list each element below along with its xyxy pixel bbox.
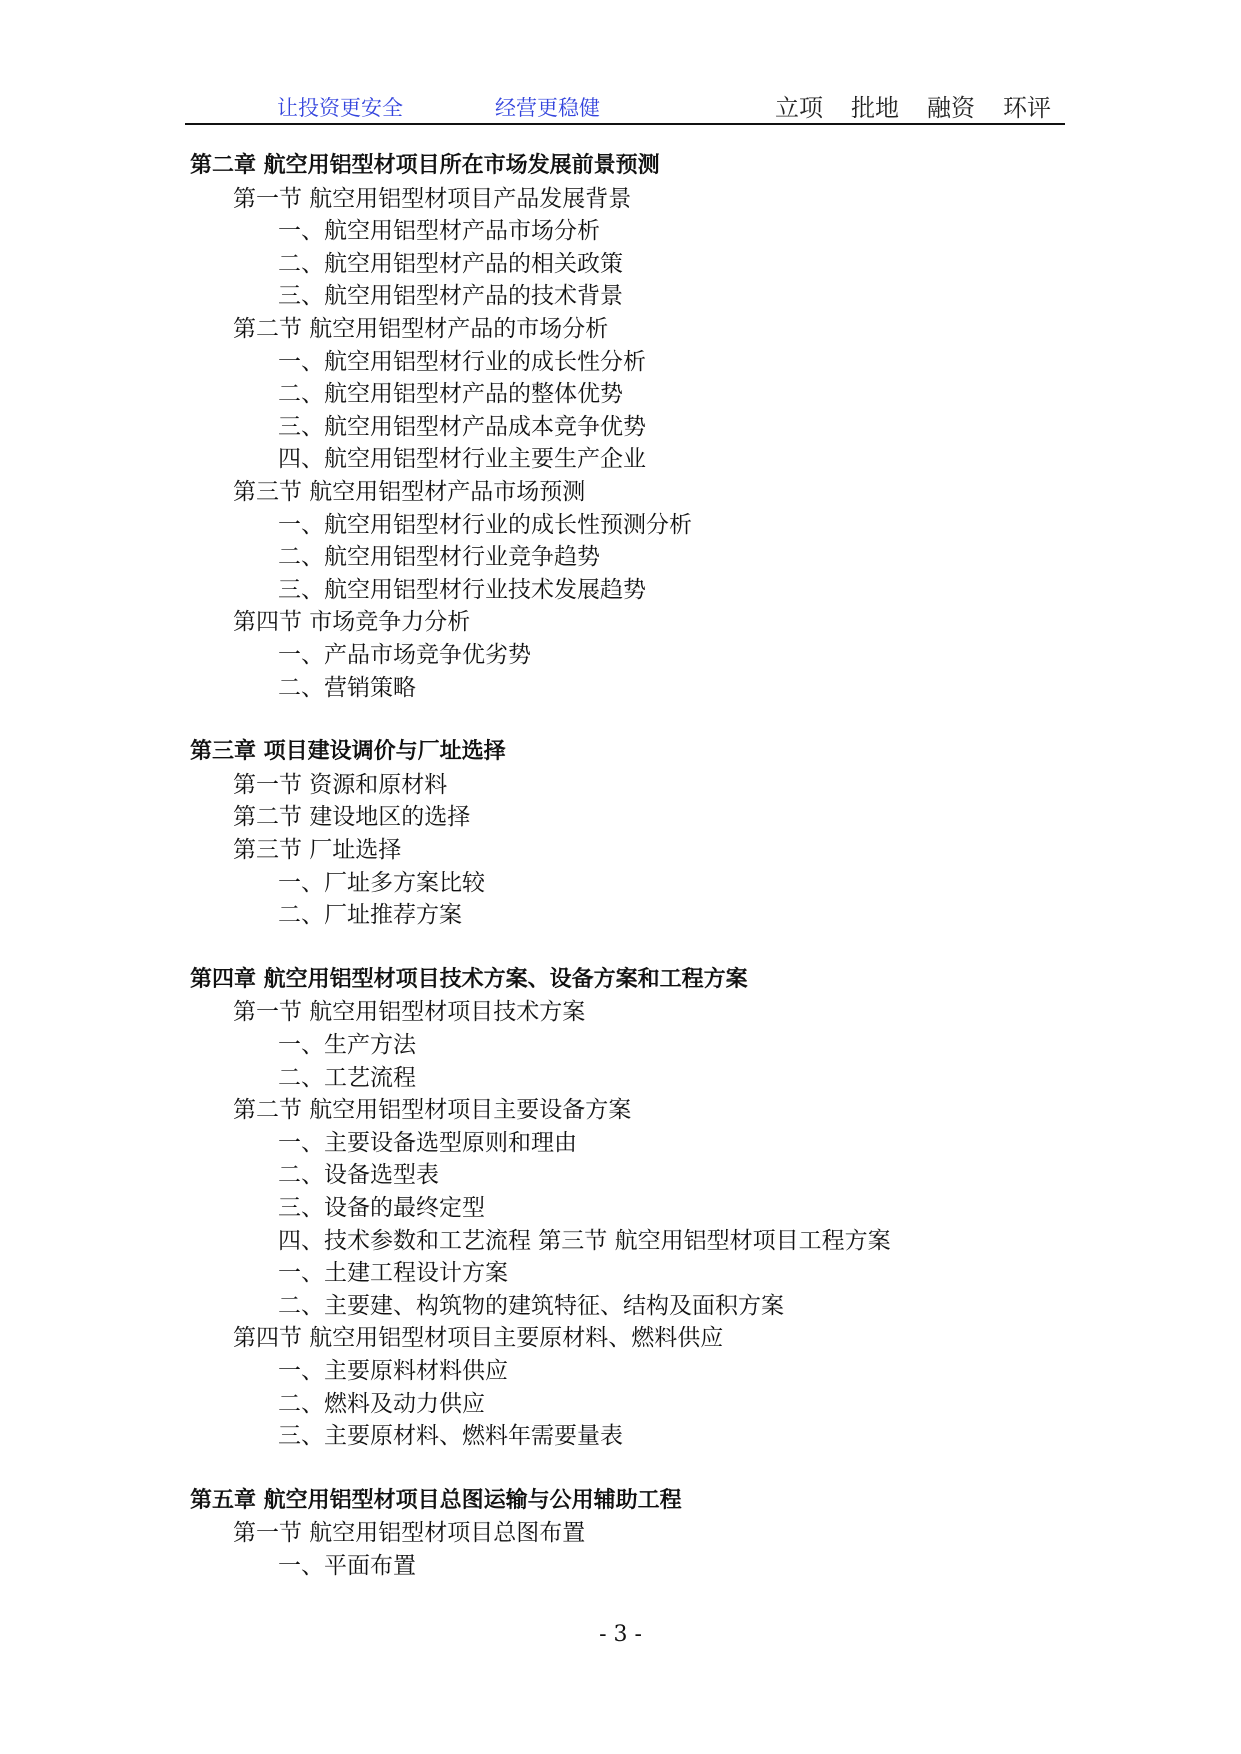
toc-section: 第一节 航空用铝型材项目产品发展背景	[233, 186, 632, 212]
toc-item: 一、平面布置	[278, 1553, 416, 1579]
toc-section: 第一节 航空用铝型材项目总图布置	[233, 1520, 586, 1546]
toc-chapter: 第二章 航空用铝型材项目所在市场发展前景预测	[190, 153, 660, 178]
toc-item: 二、厂址推荐方案	[278, 902, 462, 928]
toc-item: 二、航空用铝型材产品的相关政策	[278, 251, 623, 277]
toc-section: 第四节 市场竞争力分析	[233, 609, 471, 635]
toc-item: 三、设备的最终定型	[278, 1195, 485, 1221]
toc-section: 第四节 航空用铝型材项目主要原材料、燃料供应	[233, 1325, 724, 1351]
toc-item: 二、航空用铝型材行业竞争趋势	[278, 544, 600, 570]
toc-section: 第三节 厂址选择	[233, 837, 402, 863]
toc-item: 三、航空用铝型材产品的技术背景	[278, 283, 623, 309]
toc-item: 二、设备选型表	[278, 1162, 439, 1188]
toc-section: 第二节 建设地区的选择	[233, 804, 471, 830]
toc-item: 二、燃料及动力供应	[278, 1391, 485, 1417]
toc-item: 一、土建工程设计方案	[278, 1260, 508, 1286]
toc-section: 第一节 资源和原材料	[233, 772, 448, 798]
toc-section: 第二节 航空用铝型材产品的市场分析	[233, 316, 609, 342]
toc-item: 二、营销策略	[278, 675, 416, 701]
toc-section: 第一节 航空用铝型材项目技术方案	[233, 999, 586, 1025]
toc-chapter: 第四章 航空用铝型材项目技术方案、设备方案和工程方案	[190, 967, 748, 992]
toc-chapter: 第五章 航空用铝型材项目总图运输与公用辅助工程	[190, 1488, 682, 1513]
header-slogan-left: 让投资更安全	[277, 96, 403, 120]
header-tag: 立项	[775, 94, 823, 122]
toc-item: 三、航空用铝型材行业技术发展趋势	[278, 577, 646, 603]
header-tag: 融资	[927, 94, 975, 122]
toc-item: 一、生产方法	[278, 1032, 416, 1058]
toc-section: 第三节 航空用铝型材产品市场预测	[233, 479, 586, 505]
header-rule	[185, 123, 1065, 125]
toc-section: 第二节 航空用铝型材项目主要设备方案	[233, 1097, 632, 1123]
toc-item: 一、厂址多方案比较	[278, 870, 485, 896]
page-header	[185, 82, 1065, 124]
header-slogan-right: 经营更稳健	[495, 96, 600, 120]
toc-item: 二、航空用铝型材产品的整体优势	[278, 381, 623, 407]
toc-item: 一、产品市场竞争优劣势	[278, 642, 531, 668]
toc-item: 四、航空用铝型材行业主要生产企业	[278, 446, 646, 472]
toc-item: 一、主要设备选型原则和理由	[278, 1130, 577, 1156]
header-tag: 环评	[1003, 94, 1051, 122]
toc-item: 三、航空用铝型材产品成本竞争优势	[278, 414, 646, 440]
toc-item: 二、工艺流程	[278, 1065, 416, 1091]
toc-item: 一、航空用铝型材产品市场分析	[278, 218, 600, 244]
toc-item: 三、主要原材料、燃料年需要量表	[278, 1423, 623, 1449]
header-tags	[775, 88, 1051, 123]
toc-item: 一、主要原料材料供应	[278, 1358, 508, 1384]
toc-chapter: 第三章 项目建设调价与厂址选择	[190, 739, 506, 764]
page-number: - 3 -	[599, 1622, 642, 1647]
toc-item: 一、航空用铝型材行业的成长性预测分析	[278, 512, 692, 538]
toc-item: 二、主要建、构筑物的建筑特征、结构及面积方案	[278, 1293, 784, 1319]
header-tag: 批地	[851, 94, 899, 122]
toc-item: 一、航空用铝型材行业的成长性分析	[278, 349, 646, 375]
toc-item: 四、技术参数和工艺流程 第三节 航空用铝型材项目工程方案	[278, 1228, 891, 1254]
